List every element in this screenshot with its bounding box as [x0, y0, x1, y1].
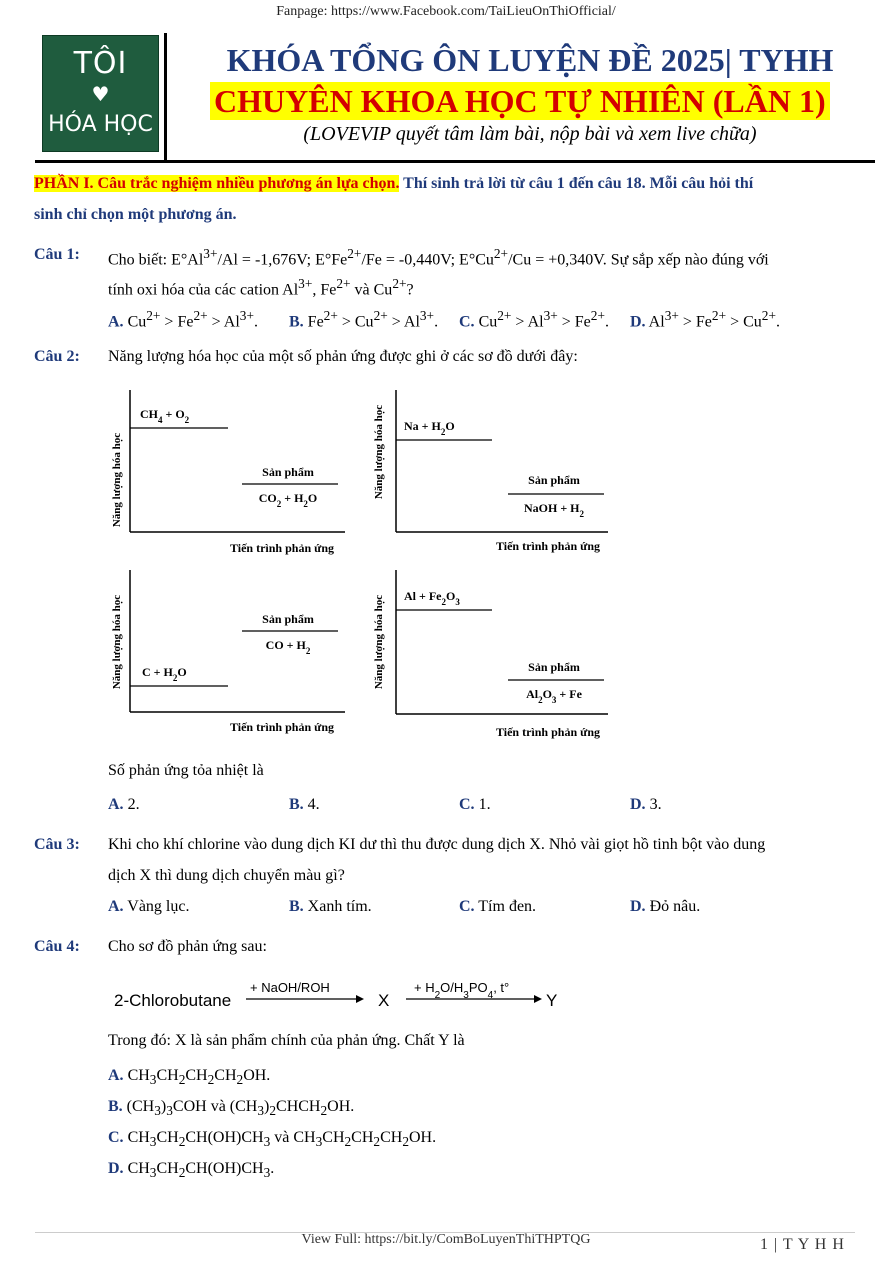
- diagram-4-xlabel: Tiến trình phản ứng: [495, 725, 601, 739]
- logo-line2: HÓA HỌC: [48, 112, 153, 137]
- logo-line1: TÔI: [73, 46, 128, 81]
- question-1-text: Cho biết: $E^\circ Al^{3+}/Al = -1,676V$; $E^\circ Fe^{2+}/Fe = -0,440V$; $E^\circ Cu^{2+}/Cu = +0,340V$. Sự sắp xếp nào đúng với: [108, 246, 769, 269]
- heart-icon: ♥: [91, 82, 110, 106]
- section-instructions: [34, 175, 753, 193]
- svg-text:NaOH + H2: NaOH + $H_2$: [523, 501, 585, 519]
- course-title: KHÓA TỔNG ÔN LUYỆN ĐỀ 2025| TYHH: [226, 42, 834, 78]
- section-label: PHẦN I. Câu trắc nghiệm nhiều phương án lựa chọn.: [34, 175, 400, 192]
- svg-text:Al2O3 + Fe: $Al_2O_3 + Fe$: [526, 687, 582, 705]
- question-4-option-d[interactable]: D. $CH_3CH_2CH(OH)CH_3$.: [108, 1160, 275, 1181]
- question-4-text: Cho sơ đồ phản ứng sau:: [108, 938, 267, 955]
- question-3-text: Khi cho khí chlorine vào dung dịch KI dư thì thu được dung dịch X. Nhỏ vài giọt hồ tinh bột vào dung: [108, 836, 766, 853]
- energy-diagram-2: [373, 390, 608, 553]
- question-2-option-b[interactable]: B. 4.: [289, 796, 320, 813]
- question-4-option-b[interactable]: B. $(CH_3)_3COH$ và $(CH_3)_2CHCH_2OH$.: [108, 1098, 355, 1119]
- svg-text:+ H2O/H3PO4, t°: + $H_2O/H_3PO_4$, t°: [414, 980, 510, 1001]
- question-1-option-c[interactable]: C. $Cu^{2+} > Al^{3+} > Fe^{2+}$.: [459, 308, 609, 331]
- diagram-2-ylabel: Năng lượng hóa học: [373, 404, 385, 500]
- energy-diagrams: [100, 380, 620, 750]
- scheme-y: Y: [546, 991, 558, 1010]
- fanpage-link[interactable]: Fanpage: https://www.Facebook.com/TaiLieuOnThiOfficial/: [276, 4, 616, 19]
- energy-diagram-4: [373, 570, 608, 739]
- scheme-x: X: [378, 991, 390, 1010]
- diagram-2-xlabel: Tiến trình phản ứng: [495, 539, 601, 553]
- diagram-1-xlabel: Tiến trình phản ứng: [229, 541, 335, 555]
- energy-diagram-1: [111, 390, 345, 555]
- question-3-option-a[interactable]: A. Vàng lục.: [108, 898, 190, 915]
- diagram-4-ylabel: Năng lượng hóa học: [373, 594, 385, 690]
- footer-link[interactable]: View Full: https://bit.ly/ComBoLuyenThiTHPTQG: [301, 1232, 591, 1247]
- svg-text:CH4 + O2: $CH_4 + O_2$: [140, 407, 190, 425]
- scheme-reagent-1: + NaOH/ROH: [250, 980, 330, 995]
- question-2-label: Câu 2:: [34, 348, 80, 365]
- question-2-text: Năng lượng hóa học của một số phản ứng được ghi ở các sơ đồ dưới đây:: [108, 348, 578, 365]
- question-1-option-a[interactable]: A. $Cu^{2+} > Fe^{2+} > Al^{3+}$.: [108, 308, 258, 331]
- question-1-text2: tính oxi hóa của các cation $Al^{3+}$, $Fe^{2+}$ và $Cu^{2+}$?: [108, 276, 414, 299]
- svg-text:CO + H2: CO + $H_2$: [265, 638, 311, 656]
- diagram-3-product: Sản phẩm: [262, 612, 314, 626]
- question-1-label: Câu 1:: [34, 246, 80, 263]
- diagram-3-ylabel: Năng lượng hóa học: [111, 594, 123, 690]
- svg-text:C + H2O: $C + H_2O$: [142, 665, 187, 683]
- question-3-text2: dịch X thì dung dịch chuyển màu gì?: [108, 867, 345, 884]
- diagram-1-ylabel: Năng lượng hóa học: [111, 432, 123, 528]
- diagram-4-product: Sản phẩm: [528, 660, 580, 674]
- question-2-question: Số phản ứng tỏa nhiệt là: [108, 762, 264, 779]
- question-1-option-b[interactable]: B. $Fe^{2+} > Cu^{2+} > Al^{3+}$.: [289, 308, 439, 331]
- svg-text:Al + Fe2O3: $Al + Fe_2O_3$: [404, 589, 460, 607]
- question-3-label: Câu 3:: [34, 836, 80, 853]
- logo: [42, 35, 159, 152]
- question-4-option-c[interactable]: C. $CH_3CH_2CH(OH)CH_3$ và $CH_3CH_2CH_2CH_2OH$.: [108, 1129, 437, 1150]
- question-4-note: Trong đó: X là sản phẩm chính của phản ứng. Chất Y là: [108, 1032, 465, 1049]
- question-1-option-d[interactable]: D. $Al^{3+} > Fe^{2+} > Cu^{2+}$.: [630, 308, 780, 331]
- question-3-option-d[interactable]: D. Đỏ nâu.: [630, 898, 701, 915]
- section-text1: Thí sinh trả lời từ câu 1 đến câu 18. Mỗi câu hỏi thí: [399, 175, 754, 192]
- exam-subtitle: (LOVEVIP quyết tâm làm bài, nộp bài và xem live chữa): [303, 123, 757, 145]
- diagram-3-xlabel: Tiến trình phản ứng: [229, 720, 335, 734]
- page-number: 1 | T Y H H: [760, 1236, 845, 1253]
- question-2-option-a[interactable]: A. 2.: [108, 796, 140, 813]
- question-3-option-b[interactable]: B. Xanh tím.: [289, 898, 372, 915]
- question-4-option-a[interactable]: A. $CH_3CH_2CH_2CH_2OH$.: [108, 1067, 271, 1088]
- header-divider: [35, 160, 875, 163]
- diagram-1-product: Sản phẩm: [262, 465, 314, 479]
- exam-title: CHUYÊN KHOA HỌC TỰ NHIÊN (LẦN 1): [210, 82, 830, 120]
- header-divider-vertical: [164, 33, 167, 160]
- question-2-option-c[interactable]: C. 1.: [459, 796, 491, 813]
- section-text2: sinh chỉ chọn một phương án.: [34, 206, 237, 223]
- diagram-2-product: Sản phẩm: [528, 473, 580, 487]
- question-3-option-c[interactable]: C. Tím đen.: [459, 898, 537, 915]
- scheme-start: 2-Chlorobutane: [114, 991, 232, 1010]
- question-4-label: Câu 4:: [34, 938, 80, 955]
- energy-diagram-3: [111, 570, 345, 734]
- svg-text:Na + H2O: $Na + H_2O$: [404, 419, 455, 437]
- reaction-scheme: [110, 976, 580, 1018]
- svg-text:CO2 + H2O: $CO_2 + H_2O$: [258, 491, 318, 509]
- question-2-option-d[interactable]: D. 3.: [630, 796, 662, 813]
